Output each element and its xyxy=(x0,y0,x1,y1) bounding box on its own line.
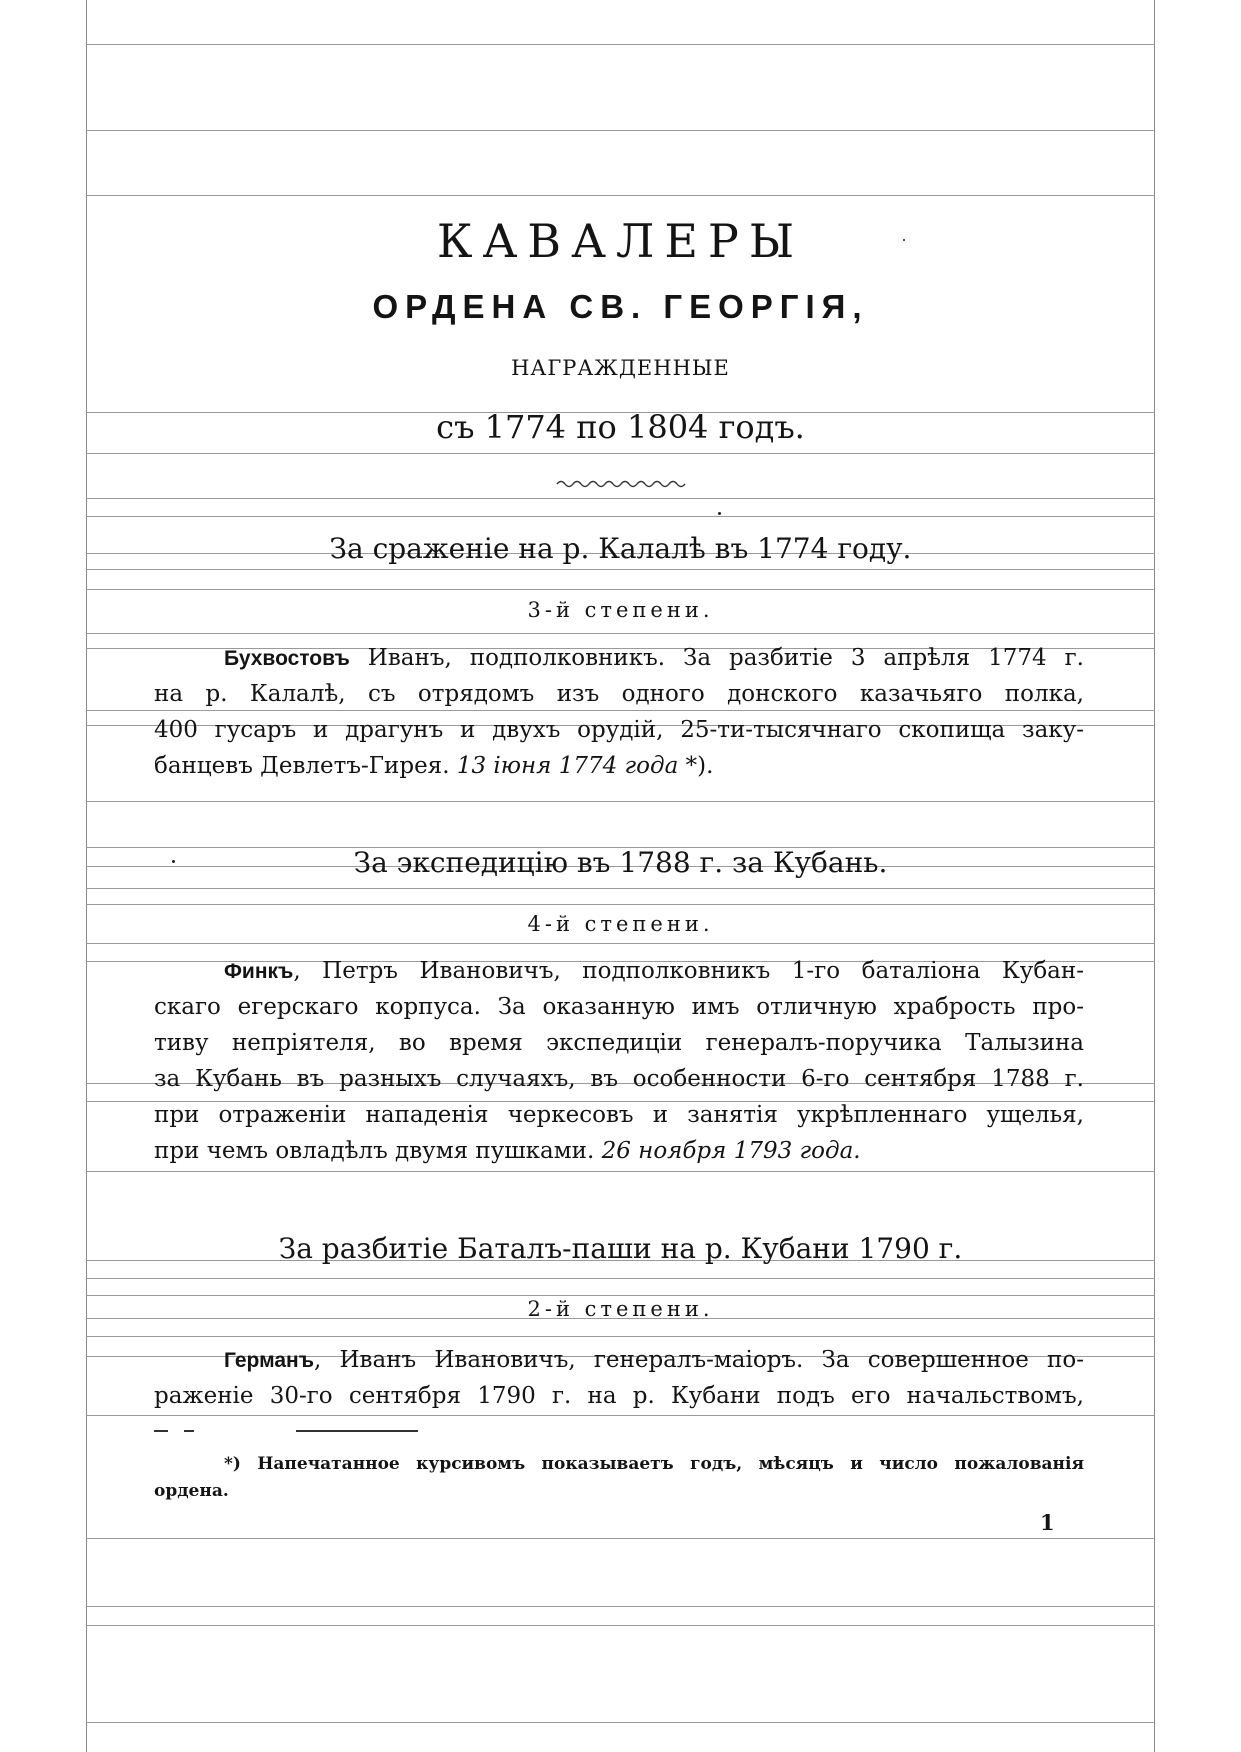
recipient-name: Германъ xyxy=(224,1349,314,1372)
print-speck xyxy=(718,512,721,515)
wavy-ornament-icon xyxy=(555,478,687,490)
footnote-text-end: ордена. xyxy=(154,1481,229,1501)
section-heading: За сраженіе на р. Калалѣ въ 1774 году. xyxy=(329,532,912,565)
order-title: ОРДЕНА СВ. ГЕОРГІЯ, xyxy=(372,288,869,325)
recipient-name: Бухвостовъ xyxy=(224,647,350,670)
entry-paragraph: Германъ, Иванъ Ивановичъ, генералъ-маіоръ. За совершенное по- раженіе 30-го сентября 1790 г. на р. Кубани подъ его начальствомъ, xyxy=(154,1347,1084,1409)
award-date: 26 ноября 1793 года. xyxy=(601,1138,861,1164)
degree-label: 2-й степени. xyxy=(527,1297,714,1321)
section-heading: За разбитіе Баталъ-паши на р. Кубани 1790 г. xyxy=(278,1232,963,1265)
degree-label: 3-й степени. xyxy=(527,598,714,622)
awarded-subtitle: НАГРАЖДЕННЫЕ xyxy=(511,356,730,380)
years-subtitle: съ 1774 по 1804 годъ. xyxy=(436,408,805,446)
page-number: 1 xyxy=(1040,1510,1055,1535)
page-title: КАВАЛЕРЫ xyxy=(436,214,805,268)
degree-label: 4-й степени. xyxy=(527,912,714,936)
section-heading: За экспедицію въ 1788 г. за Кубань. xyxy=(353,846,888,879)
footnote xyxy=(154,1451,1084,1505)
entry-paragraph: Финкъ, Петръ Ивановичъ, подполковникъ 1-го баталіона Кубан- скаго егерскаго корпуса. За оказанную имъ отличную храбрость про- тиву непріятеля, во время экспедиціи генералъ-поручика Талызина за Кубань въ разныхъ случаяхъ, въ особенности 6-го сентября 1788 г. при отраженіи нападенія черкесовъ и занятія укрѣпленнаго ущелья, при чемъ овладѣлъ двумя пушками. 26 ноября 1793 года. xyxy=(154,958,1084,1164)
award-date: 13 іюня 1774 года xyxy=(456,753,679,779)
footnote-text: *) Напечатанное курсивомъ показываетъ годъ, мѣсяцъ и число пожалованія xyxy=(224,1454,1084,1474)
recipient-name: Финкъ xyxy=(224,960,294,983)
print-speck xyxy=(903,239,905,241)
entry-paragraph: Бухвостовъ Иванъ, подполковникъ. За разбитіе 3 апрѣля 1774 г. на р. Калалѣ, съ отрядомъ изъ одного донского казачьяго полка, 400 гусаръ и драгунъ и двухъ орудій, 25-ти-тысячнаго скопища заку- банцевъ Девлетъ-Гирея. 13 іюня 1774 года *). xyxy=(154,645,1084,779)
